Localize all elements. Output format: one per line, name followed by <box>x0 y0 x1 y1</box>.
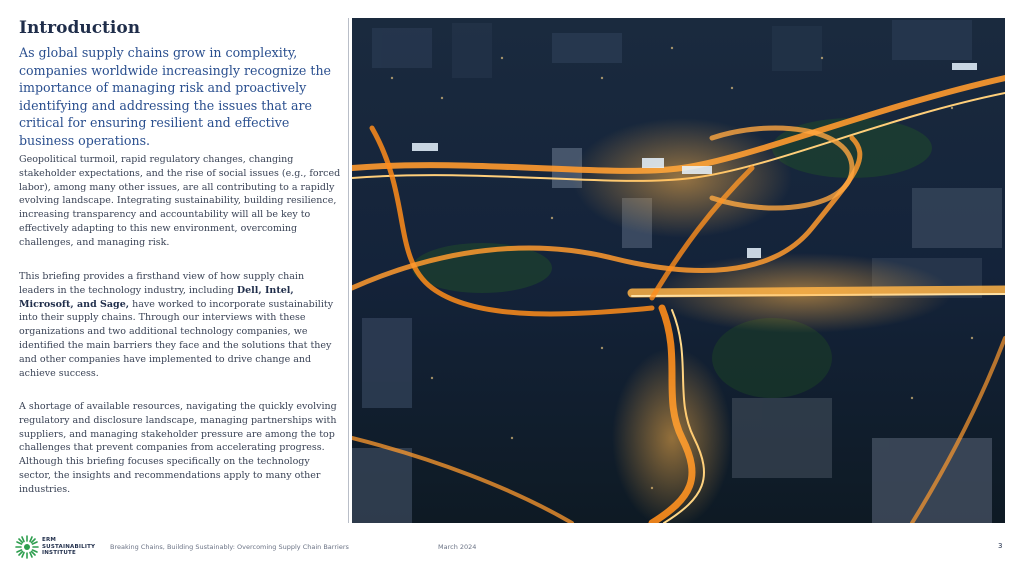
paragraph-2-rest: have worked to incorporate sustainability into their supply chains. Through our interviews with these organizations and two additional technology companies, we identified the main barriers they face and the solutions that they and other companies have implemented to drive change and achieve success. <box>19 298 334 379</box>
erm-sunburst-logo-icon <box>14 534 40 560</box>
footer-date: March 2024 <box>438 543 477 551</box>
body-paragraph-2 <box>19 270 341 380</box>
logo-line-2: SUSTAINABILITY <box>42 543 96 550</box>
highway-night-illustration <box>352 18 1005 523</box>
company-names: Dell, Intel, Microsoft, and Sage, <box>19 284 294 310</box>
body-paragraph-1: Geopolitical turmoil, rapid regulatory changes, changing stakeholder expectations, and the rise of social issues (e.g., forced labor), among many other issues, are all contributing to a rapidly evolving landscape. Integrating sustainability, building resilience, increasing transparency and accountability will all be key to effectively adapting to this new environment, overcoming challenges, and managing risk. <box>19 154 341 248</box>
lead-paragraph: As global supply chains grow in complexity, companies worldwide increasingly recognize the importance of managing risk and proactively identifying and addressing the issues that are critical for ensuring resilient and effective business operations. <box>19 45 332 148</box>
erm-logo-wordmark <box>42 537 95 557</box>
logo-line-3: INSTITUTE <box>42 550 76 557</box>
city-highway-photo <box>352 18 1005 523</box>
logo-line-1: ERM <box>42 537 57 543</box>
page-number: 3 <box>998 542 1003 550</box>
paragraph-2-intro: This briefing provides a firsthand view of how supply chain leaders in the technology industry, including <box>19 271 305 296</box>
page-title: Introduction <box>19 18 141 38</box>
column-divider <box>348 18 349 523</box>
footer-document-title: Breaking Chains, Building Sustainably: Overcoming Supply Chain Barriers <box>110 543 349 551</box>
body-paragraph-3: A shortage of available resources, navigating the quickly evolving regulatory and disclosure landscape, managing partnerships with suppliers, and managing stakeholder pressure are among the top challenges that prevent companies from accelerating progress. Although this briefing focuses specifically on the technology sector, the insights and recommendations apply to many other industries. <box>19 401 337 495</box>
